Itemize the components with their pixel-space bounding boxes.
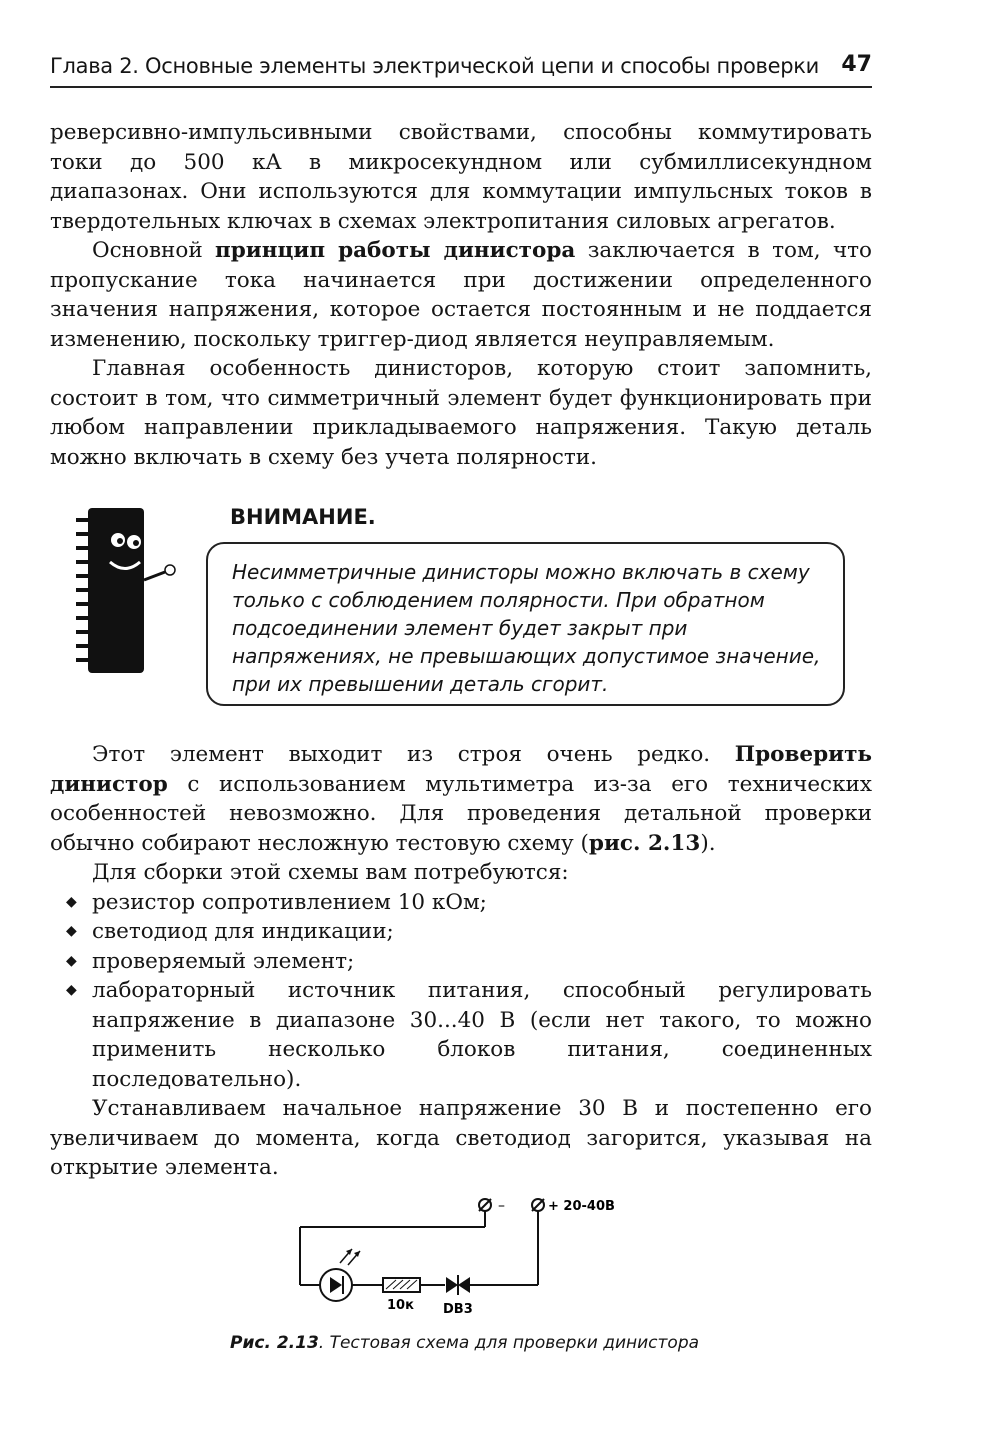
- attention-title: ВНИМАНИЕ.: [230, 505, 376, 529]
- attention-text: Несимметричные динисторы можно включать в схему только с соблюдением полярности. При обратном подсоединении элемент будет закрыт при напряжениях, не превышающих допустимое значение, при их превышении деталь сгорит.: [232, 560, 821, 696]
- attention-box: [206, 542, 845, 706]
- paragraph-3: Главная особенность динисторов, которую стоит запомнить, состоит в том, что симметричный элемент будет функционировать при любом направлении прикладываемого напряжения. Такую деталь можно включать в схему без учета полярности.: [50, 356, 872, 470]
- dinistor-icon: [446, 1275, 470, 1295]
- chip-mascot-icon: [70, 500, 190, 680]
- figure-caption: [230, 1333, 790, 1353]
- paragraph-5: Для сборки этой схемы вам потребуются:: [92, 860, 569, 885]
- paragraph-4: Этот элемент выходит из строя очень редко. Проверить динистор с использованием мультиметра из-за его технических особенностей невозможно. Для проведения детальной проверки обычно собирают несложную тестовую схему (рис. 2.13).: [50, 742, 872, 856]
- minus-terminal-icon: [479, 1199, 491, 1211]
- chapter-title: Глава 2. Основные элементы электрической цепи и способы проверки: [50, 54, 819, 78]
- running-header: [50, 50, 872, 88]
- paragraph-1: реверсивно-импульсивными свойствами, способны коммутировать токи до 500 кА в микросекундном или субмиллисекундном диапазонах. Они используются для коммутации импульсных токов в твердотельных ключах в схемах электропитания силовых агрегатов.: [50, 120, 872, 234]
- caption-text: . Тестовая схема для проверки динистора: [318, 1333, 700, 1353]
- parts-list: [50, 888, 872, 1095]
- list-item: ◆ резистор сопротивлением 10 кОм;: [66, 889, 487, 915]
- bold-term: принцип работы динистора: [215, 238, 576, 263]
- attention-callout: [70, 495, 880, 715]
- page-number: 47: [841, 52, 872, 77]
- led-icon: [320, 1249, 360, 1301]
- plus-label: + 20-40В: [548, 1199, 615, 1214]
- body-text-bottom: [50, 740, 872, 1183]
- test-circuit-diagram: [280, 1185, 680, 1325]
- figure-reference: рис. 2.13: [588, 830, 701, 856]
- minus-label: –: [498, 1198, 505, 1214]
- resistor-icon: [383, 1278, 420, 1292]
- resistor-label: 10к: [387, 1298, 414, 1313]
- dinistor-label: DB3: [443, 1302, 473, 1317]
- body-text-top: [50, 118, 872, 472]
- caption-number: Рис. 2.13: [230, 1333, 319, 1353]
- list-item: ◆ светодиод для индикации;: [66, 919, 394, 944]
- bold-term: Проверить динистор: [50, 742, 872, 797]
- paragraph-2: Основной принцип работы динистора заключается в том, что пропускание тока начинается при достижении определенного значения напряжения, которое остается постоянным и не поддается изменению, поскольку триггер-диод является неуправляемым.: [50, 238, 872, 352]
- list-item: ◆ лабораторный источник питания, способный регулировать напряжение в диапазоне 30...40 В (если нет такого, то можно применить несколько блоков питания, соединенных последовательно).: [66, 978, 872, 1092]
- list-item: ◆ проверяемый элемент;: [66, 948, 355, 974]
- plus-terminal-icon: [532, 1199, 544, 1211]
- paragraph-6: Устанавливаем начальное напряжение 30 В и постепенно его увеличиваем до момента, когда светодиод загорится, указывая на открытие элемента.: [50, 1096, 872, 1180]
